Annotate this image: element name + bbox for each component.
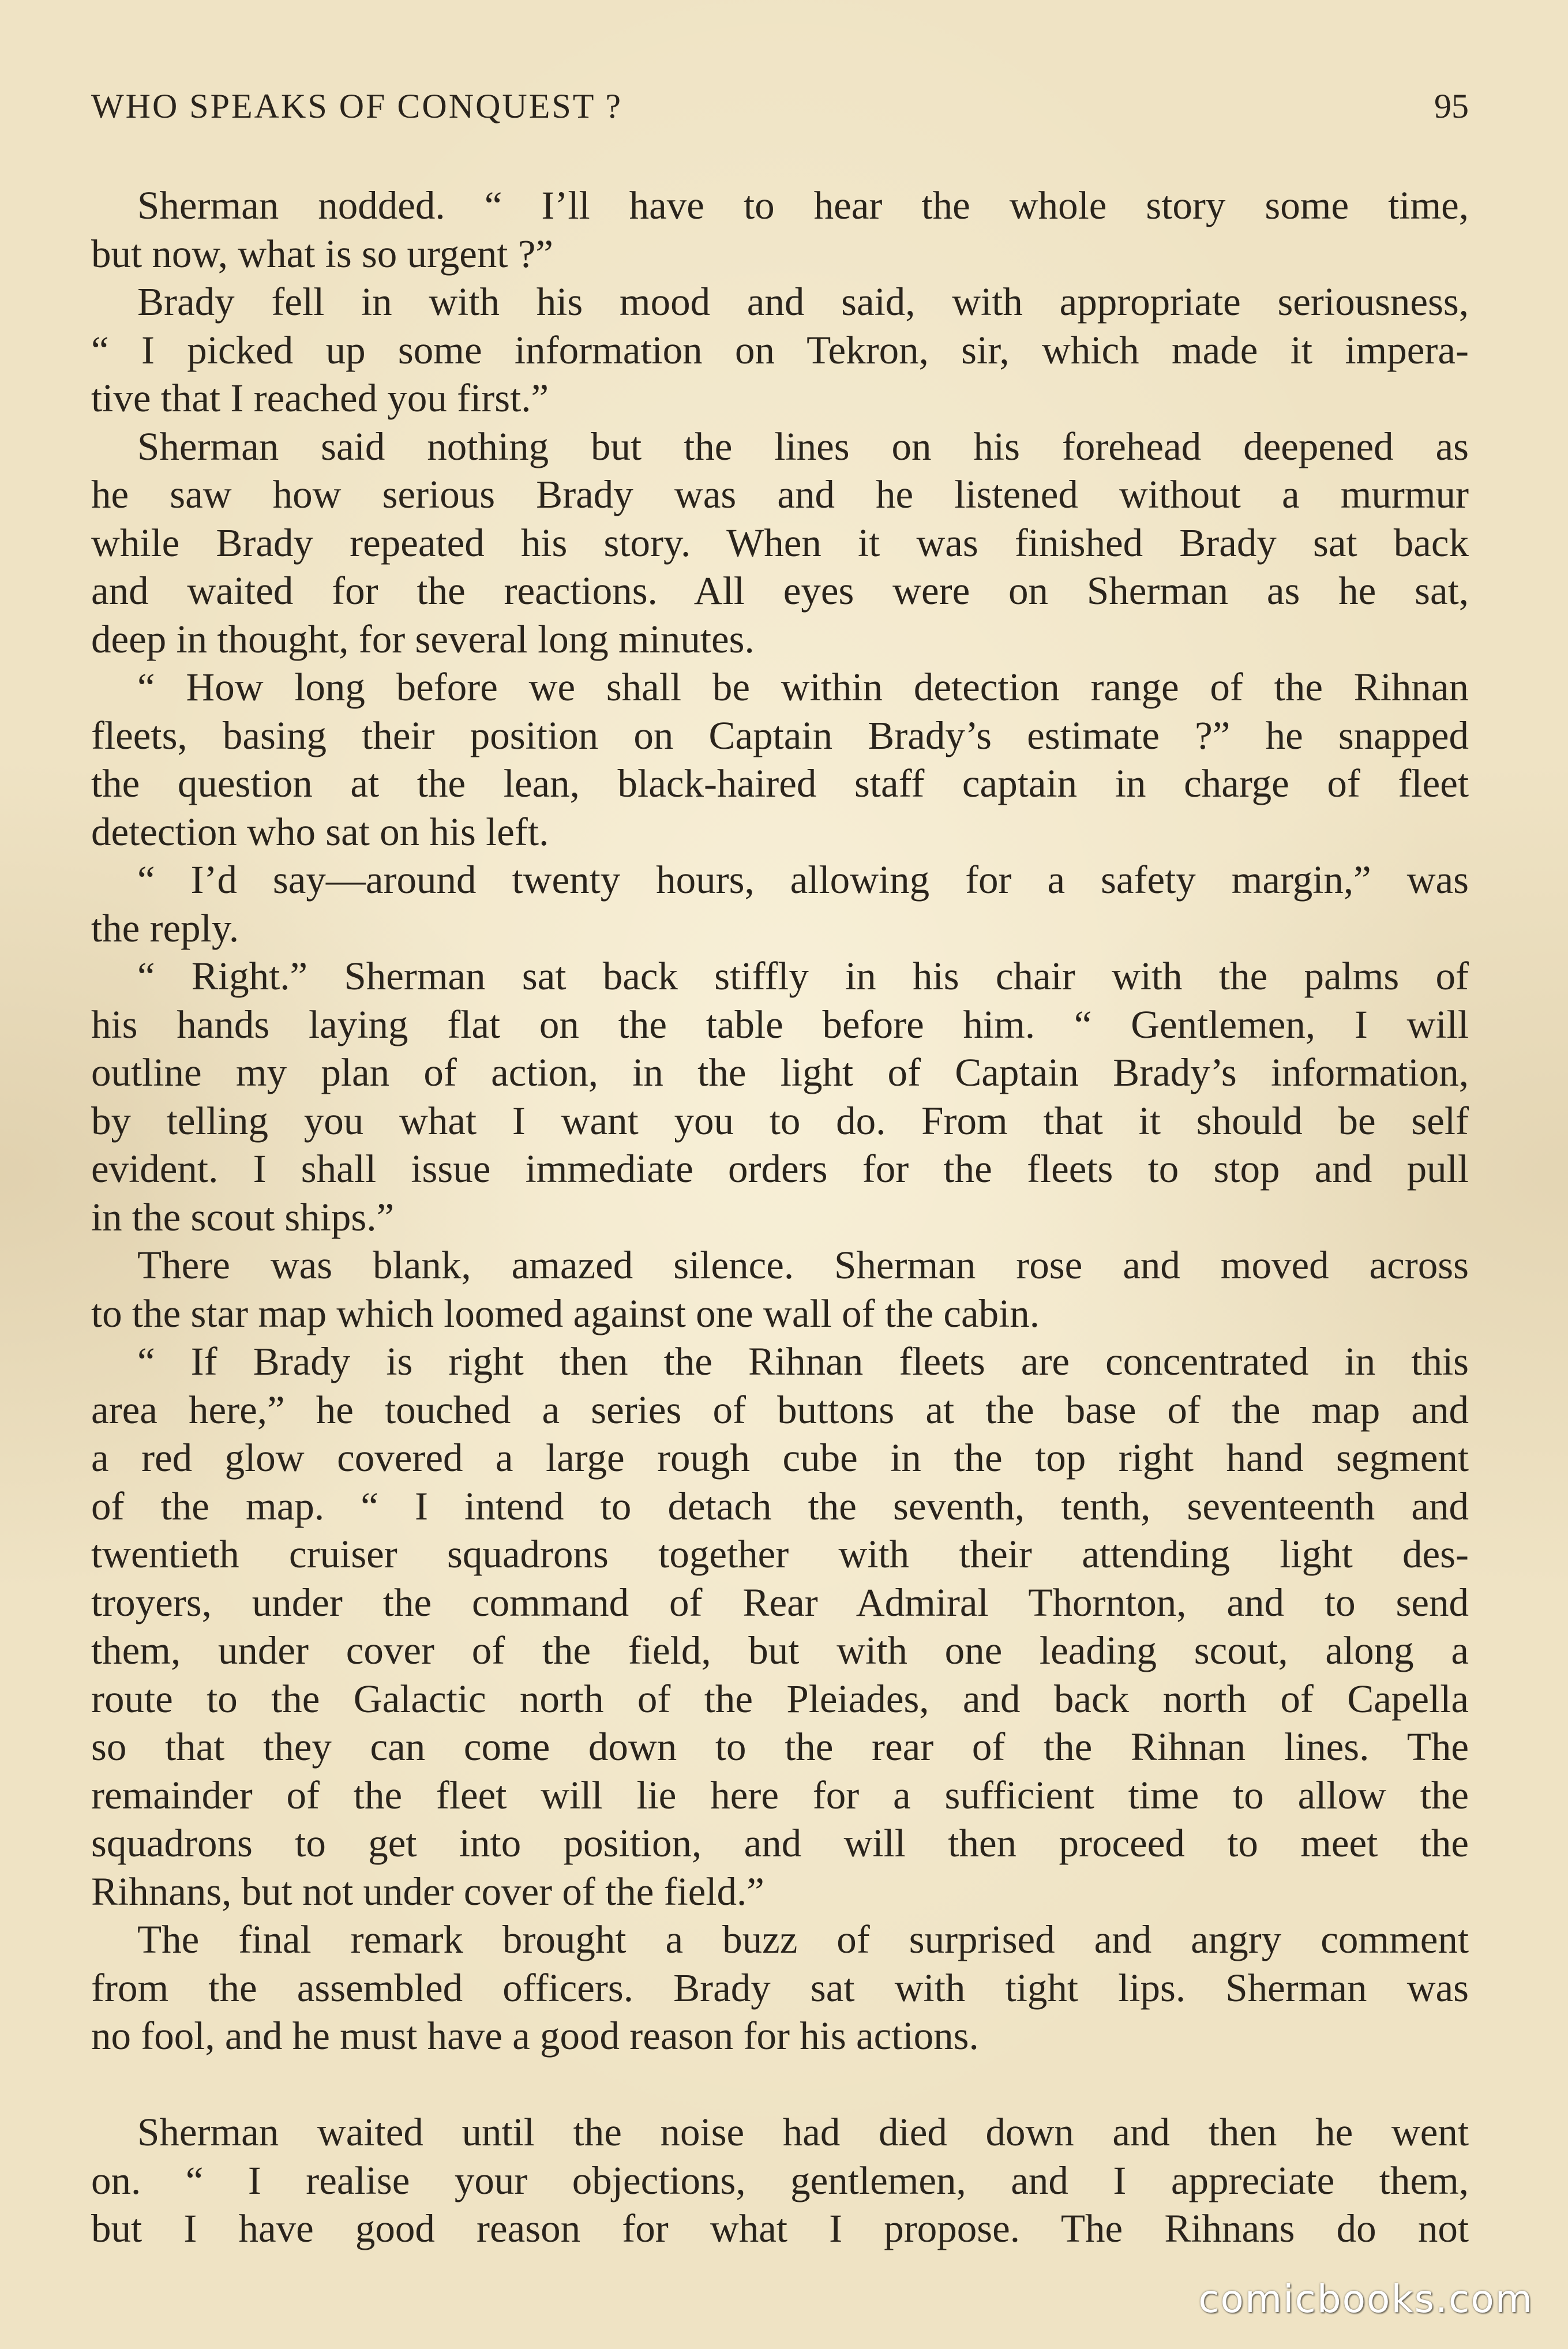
- text-line: The final remark brought a buzz of surprised and angry comment: [137, 1918, 1469, 1961]
- text-line: twentieth cruiser squadrons together with their attending light des-: [91, 1532, 1469, 1576]
- text-line: Sherman waited until the noise had died down and then he went: [137, 2110, 1469, 2154]
- text-line: Brady fell in with his mood and said, with appropriate seriousness,: [137, 280, 1469, 324]
- body-text: [91, 182, 1469, 2253]
- text-line: There was blank, amazed silence. Sherman rose and moved across: [137, 1243, 1469, 1287]
- text-line: deep in thought, for several long minutes.: [91, 617, 755, 661]
- text-line: evident. I shall issue immediate orders for the fleets to stop and pull: [91, 1147, 1469, 1191]
- text-line: in the scout ships.”: [91, 1195, 395, 1239]
- text-line: “ If Brady is right then the Rihnan fleets are concentrated in this: [137, 1339, 1469, 1383]
- text-line: so that they can come down to the rear of the Rihnan lines. The: [91, 1725, 1469, 1769]
- text-line: squadrons to get into position, and will then proceed to meet the: [91, 1821, 1469, 1865]
- text-line: remainder of the fleet will lie here for a sufficient time to allow the: [91, 1773, 1469, 1817]
- text-line: Rihnans, but not under cover of the field.”: [91, 1869, 764, 1913]
- text-line: outline my plan of action, in the light of Captain Brady’s information,: [91, 1050, 1469, 1094]
- text-line: of the map. “ I intend to detach the seventh, tenth, seventeenth and: [91, 1484, 1469, 1528]
- page-header: [91, 87, 1469, 150]
- text-line: detection who sat on his left.: [91, 809, 549, 854]
- text-line: the reply.: [91, 906, 239, 950]
- section-break: [91, 2061, 1469, 2109]
- text-line: but now, what is so urgent ?”: [91, 231, 554, 276]
- text-line: “ I’d say—around twenty hours, allowing for a safety margin,” was: [137, 858, 1469, 902]
- text-line: them, under cover of the field, but with one leading scout, along a: [91, 1628, 1469, 1672]
- text-line: tive that I reached you first.”: [91, 376, 549, 420]
- text-line: while Brady repeated his story. When it was finished Brady sat back: [91, 520, 1469, 565]
- text-line: the question at the lean, black-haired staff captain in charge of fleet: [91, 761, 1469, 805]
- text-line: fleets, basing their position on Captain Brady’s estimate ?” he snapped: [91, 713, 1469, 757]
- text-line: route to the Galactic north of the Pleiades, and back north of Capella: [91, 1676, 1469, 1721]
- text-line: “ Right.” Sherman sat back stiffly in his chair with the palms of: [137, 954, 1469, 998]
- text-line: but I have good reason for what I propose. The Rihnans do not: [91, 2207, 1469, 2250]
- text-line: and waited for the reactions. All eyes were on Sherman as he sat,: [91, 569, 1469, 613]
- text-line: from the assembled officers. Brady sat with tight lips. Sherman was: [91, 1965, 1469, 2010]
- text-line: “ How long before we shall be within detection range of the Rihnan: [137, 665, 1469, 709]
- page-number: 95: [1434, 87, 1469, 125]
- text-line: a red glow covered a large rough cube in the top right hand segment: [91, 1436, 1469, 1480]
- text-line: his hands laying flat on the table before him. “ Gentlemen, I will: [91, 1002, 1469, 1046]
- text-line: on. “ I realise your objections, gentlemen, and I appreciate them,: [91, 2158, 1469, 2202]
- text-line: no fool, and he must have a good reason for his actions.: [91, 2014, 979, 2058]
- text-line: “ I picked up some information on Tekron, sir, which made it impera-: [91, 328, 1469, 372]
- text-line: to the star map which loomed against one wall of the cabin.: [91, 1291, 1040, 1335]
- text-line: troyers, under the command of Rear Admiral Thornton, and to send: [91, 1580, 1469, 1624]
- text-line: area here,” he touched a series of buttons at the base of the map and: [91, 1387, 1469, 1432]
- text-line: by telling you what I want you to do. From that it should be self: [91, 1098, 1469, 1143]
- text-line: Sherman nodded. “ I’ll have to hear the whole story some time,: [137, 183, 1469, 227]
- running-head: WHO SPEAKS OF CONQUEST ?: [91, 87, 622, 125]
- watermark: comicbooks.com: [1198, 2277, 1533, 2321]
- text-line: he saw how serious Brady was and he listened without a murmur: [91, 472, 1469, 516]
- text-line: Sherman said nothing but the lines on his forehead deepened as: [137, 424, 1469, 468]
